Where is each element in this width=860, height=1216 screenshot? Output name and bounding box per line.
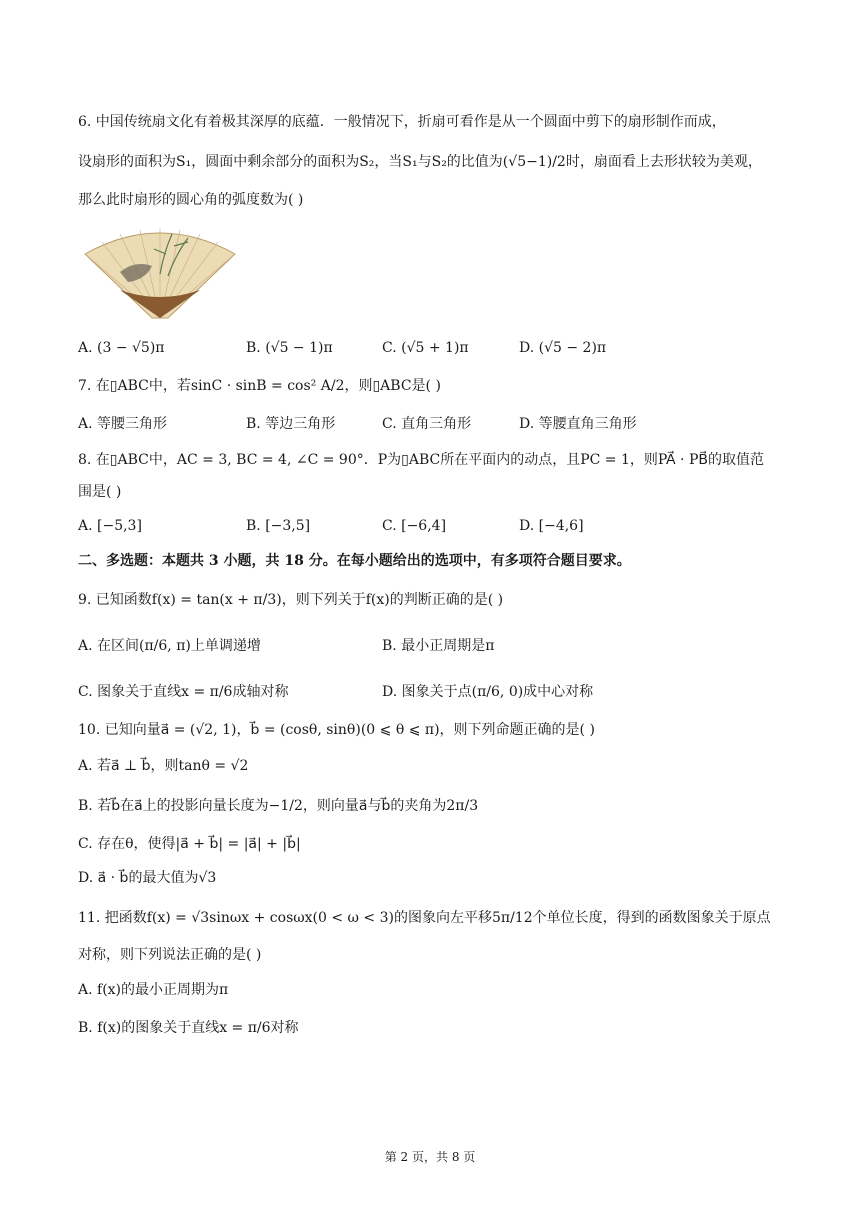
q7-option-d: D. 等腰直角三角形 bbox=[519, 416, 637, 432]
q8-line2: 围是( ) bbox=[78, 484, 122, 500]
q6-line2: 设扇形的面积为S₁，圆面中剩余部分的面积为S₂，当S₁与S₂的比值为(√5−1)/2时，扇面看上去形状较为美观， bbox=[78, 154, 762, 170]
q8-option-d: D. [−4,6] bbox=[519, 518, 584, 534]
q6-line3: 那么此时扇形的圆心角的弧度数为( ) bbox=[78, 192, 304, 208]
q7-option-c: C. 直角三角形 bbox=[382, 416, 472, 432]
page-footer: 第 2 页，共 8 页 bbox=[384, 1150, 476, 1164]
q7-option-b: B. 等边三角形 bbox=[246, 416, 336, 432]
q6-option-a: A. (3 − √5)π bbox=[78, 340, 165, 356]
q9-option-b: B. 最小正周期是π bbox=[382, 638, 495, 654]
q11-option-a: A. f(x)的最小正周期为π bbox=[78, 982, 229, 998]
section-heading-multi-choice: 二、多选题：本题共 3 小题，共 18 分。在每小题给出的选项中，有多项符合题目要求。 bbox=[78, 553, 631, 569]
q6-option-b: B. (√5 − 1)π bbox=[246, 340, 333, 356]
q11-option-b: B. f(x)的图象关于直线x = π/6对称 bbox=[78, 1020, 299, 1036]
q9-option-a: A. 在区间(π/6, π)上单调递增 bbox=[78, 638, 261, 654]
q8-option-c: C. [−6,4] bbox=[382, 518, 447, 534]
q8-option-b: B. [−3,5] bbox=[246, 518, 311, 534]
q10-option-d: D. a⃗ · b⃗的最大值为√3 bbox=[78, 870, 217, 886]
q11-line1: 11. 把函数f(x) = √3sinωx + cosωx(0 < ω < 3)的图象向左平移5π/12个单位长度，得到的函数图象关于原点 bbox=[78, 910, 771, 926]
q9-option-d: D. 图象关于点(π/6, 0)成中心对称 bbox=[382, 684, 594, 700]
q10-option-c: C. 存在θ，使得|a⃗ + b⃗| = |a⃗| + |b⃗| bbox=[78, 836, 301, 852]
q9-stem: 9. 已知函数f(x) = tan(x + π/3)，则下列关于f(x)的判断正确的是( ) bbox=[78, 592, 504, 608]
q10-option-a: A. 若a⃗ ⊥ b⃗，则tanθ = √2 bbox=[78, 758, 249, 774]
q8-option-a: A. [−5,3] bbox=[78, 518, 142, 534]
q6-option-d: D. (√5 − 2)π bbox=[519, 340, 607, 356]
q7-option-a: A. 等腰三角形 bbox=[78, 416, 168, 432]
q11-line2: 对称，则下列说法正确的是( ) bbox=[78, 947, 262, 963]
q7-stem: 7. 在▯ABC中，若sinC · sinB = cos² A/2，则▯ABC是( ) bbox=[78, 378, 441, 394]
q6-option-c: C. (√5 + 1)π bbox=[382, 340, 469, 356]
q9-option-c: C. 图象关于直线x = π/6成轴对称 bbox=[78, 684, 289, 700]
q10-stem: 10. 已知向量a⃗ = (√2, 1)，b⃗ = (cosθ, sinθ)(0 ⩽ θ ⩽ π)，则下列命题正确的是( ) bbox=[78, 722, 595, 738]
q6-line1: 6. 中国传统扇文化有着极其深厚的底蕴．一般情况下，折扇可看作是从一个圆面中剪下的扇形制作而成， bbox=[78, 114, 726, 130]
q10-option-b: B. 若b⃗在a⃗上的投影向量长度为−1/2，则向量a⃗与b⃗的夹角为2π/3 bbox=[78, 798, 479, 814]
folding-fan-image bbox=[80, 224, 240, 320]
q8-line1: 8. 在▯ABC中，AC = 3, BC = 4, ∠C = 90°．P为▯ABC所在平面内的动点，且PC = 1，则PA⃗ · PB⃗的取值范 bbox=[78, 452, 764, 468]
